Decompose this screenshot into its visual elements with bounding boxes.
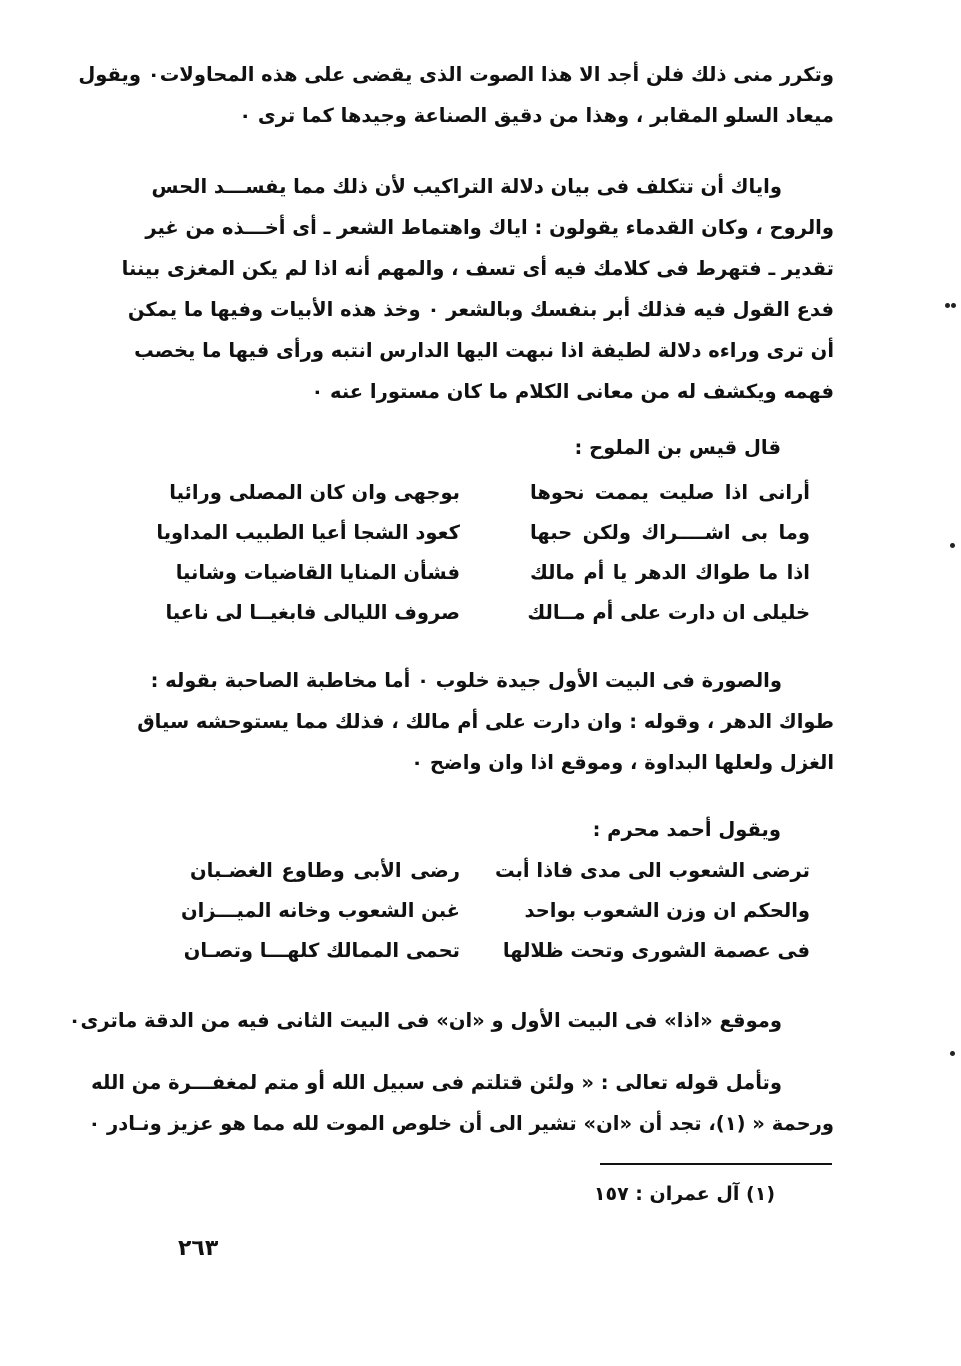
verse-line [180, 930, 810, 972]
paragraph-4 [68, 1000, 834, 1041]
text-line: أن ترى وراءه دلالة لطيفة اذا نبهت اليها الدارس انتبه ورأى فيها ما يخصب [134, 339, 834, 362]
verse-line [156, 512, 810, 554]
paragraph-3 [137, 660, 834, 783]
paragraph-1 [78, 54, 834, 136]
text-line: ورحمة « (١)، تجد أن «ان» تشير الى أن خلوص الموت لله مما هو عزيز ونـادر ٠ [88, 1112, 834, 1135]
text-line: طواك الدهر ، وقوله : وان دارت على أم مالك ، فذلك مما يستوحشه سياق [137, 710, 834, 733]
text-line: تقدير ـ فتهرط فى كلامك فيه أى تسف ، والمهم أنه اذا لم يكن المغزى بيننا [121, 257, 834, 280]
text-line: والصورة فى البيت الأول جيدة خلوب ٠ أما مخاطبة الصاحبة بقوله : [150, 669, 782, 692]
verse-line [180, 890, 810, 932]
text-line: الغزل ولعلها البداوة ، وموقع اذا وان واضح ٠ [411, 751, 834, 774]
text-line: ميعاد السلو المقابر ، وهذا من دقيق الصناعة وجيدها كما ترى ٠ [239, 104, 834, 127]
verse-first-hemistich: ترضى الشعوب الى مدى فاذا أبت [494, 859, 810, 882]
verse-second-hemistich: فشأن المنايا القاضيات وشانيا [175, 561, 460, 584]
text-line: والروح ، وكان القدماء يقولون : اياك واهتماط الشعر ـ أى أخـــذه من غير [145, 216, 834, 239]
footnote-divider [600, 1163, 832, 1165]
verse-second-hemistich: تحمى الممالك كلهـــا وتصـان [183, 939, 460, 962]
text-line: وتكرر منى ذلك فلن أجد الا هذا الصوت الذى يقضى على هذه المحاولات٠ ويقول [78, 63, 834, 86]
verse-second-hemistich: بوجهى وان كان المصلى ورائيا [169, 481, 460, 504]
verse-line [180, 850, 810, 892]
verse-second-hemistich: كعود الشجا أعيا الطبيب المداويا [156, 521, 460, 544]
verse-second-hemistich: غبن الشعوب وخانه الميـــزان [180, 899, 460, 922]
scan-speck [951, 303, 956, 308]
scan-speck [945, 303, 950, 308]
text-line: فدع القول فيه فذلك أبر بنفسك وبالشعر ٠ وخذ هذه الأبيات وفيها ما يمكن [127, 298, 834, 321]
verse-first-hemistich: والحكم ان وزن الشعوب بواحد [524, 899, 810, 922]
text-line: وتأمل قوله تعالى : « ولئن قتلتم فى سبيل الله أو متم لمغفـــرة من الله [91, 1071, 782, 1094]
paragraph-2 [121, 166, 834, 412]
text-line: وموقع «اذا» فى البيت الأول و «ان» فى البيت الثانى فيه من الدقة ماترى٠ [68, 1009, 782, 1032]
verse-first-hemistich: أرانى اذا صليت يممت نحوها [530, 481, 810, 504]
footnote: (١) آل عمران : ١٥٧ [593, 1183, 775, 1205]
poem-intro-1: قال قيس بن الملوح : [574, 436, 781, 459]
verse-first-hemistich: خليلى ان دارت على أم مــالك [527, 601, 810, 624]
poem-intro-2: ويقول أحمد محرم : [592, 818, 781, 841]
verse-first-hemistich: اذا ما طواك الدهر يا أم مالك [530, 561, 810, 584]
verse-line [175, 552, 810, 594]
scan-speck [950, 1051, 955, 1056]
scan-speck [950, 543, 955, 548]
verse-second-hemistich: صروف الليالى فابغيــا لى ناعيا [165, 601, 460, 624]
verse-second-hemistich: رضى الأبى وطاوع الغضـبان [190, 859, 460, 882]
paragraph-5 [88, 1062, 834, 1144]
verse-line [165, 592, 810, 634]
verse-first-hemistich: فى عصمة الشورى وتحت ظلالها [502, 939, 810, 962]
text-line: واياك أن تتكلف فى بيان دلالة التراكيب لأن ذلك مما يفســـد الحس [151, 175, 782, 198]
text-line: فهمه ويكشف له من معانى الكلام ما كان مستورا عنه ٠ [311, 380, 834, 403]
page-number: ٢٦٣ [178, 1236, 219, 1261]
verse-first-hemistich: وما بى اشــــراك ولكن حبها [530, 521, 810, 544]
verse-line [169, 472, 810, 514]
